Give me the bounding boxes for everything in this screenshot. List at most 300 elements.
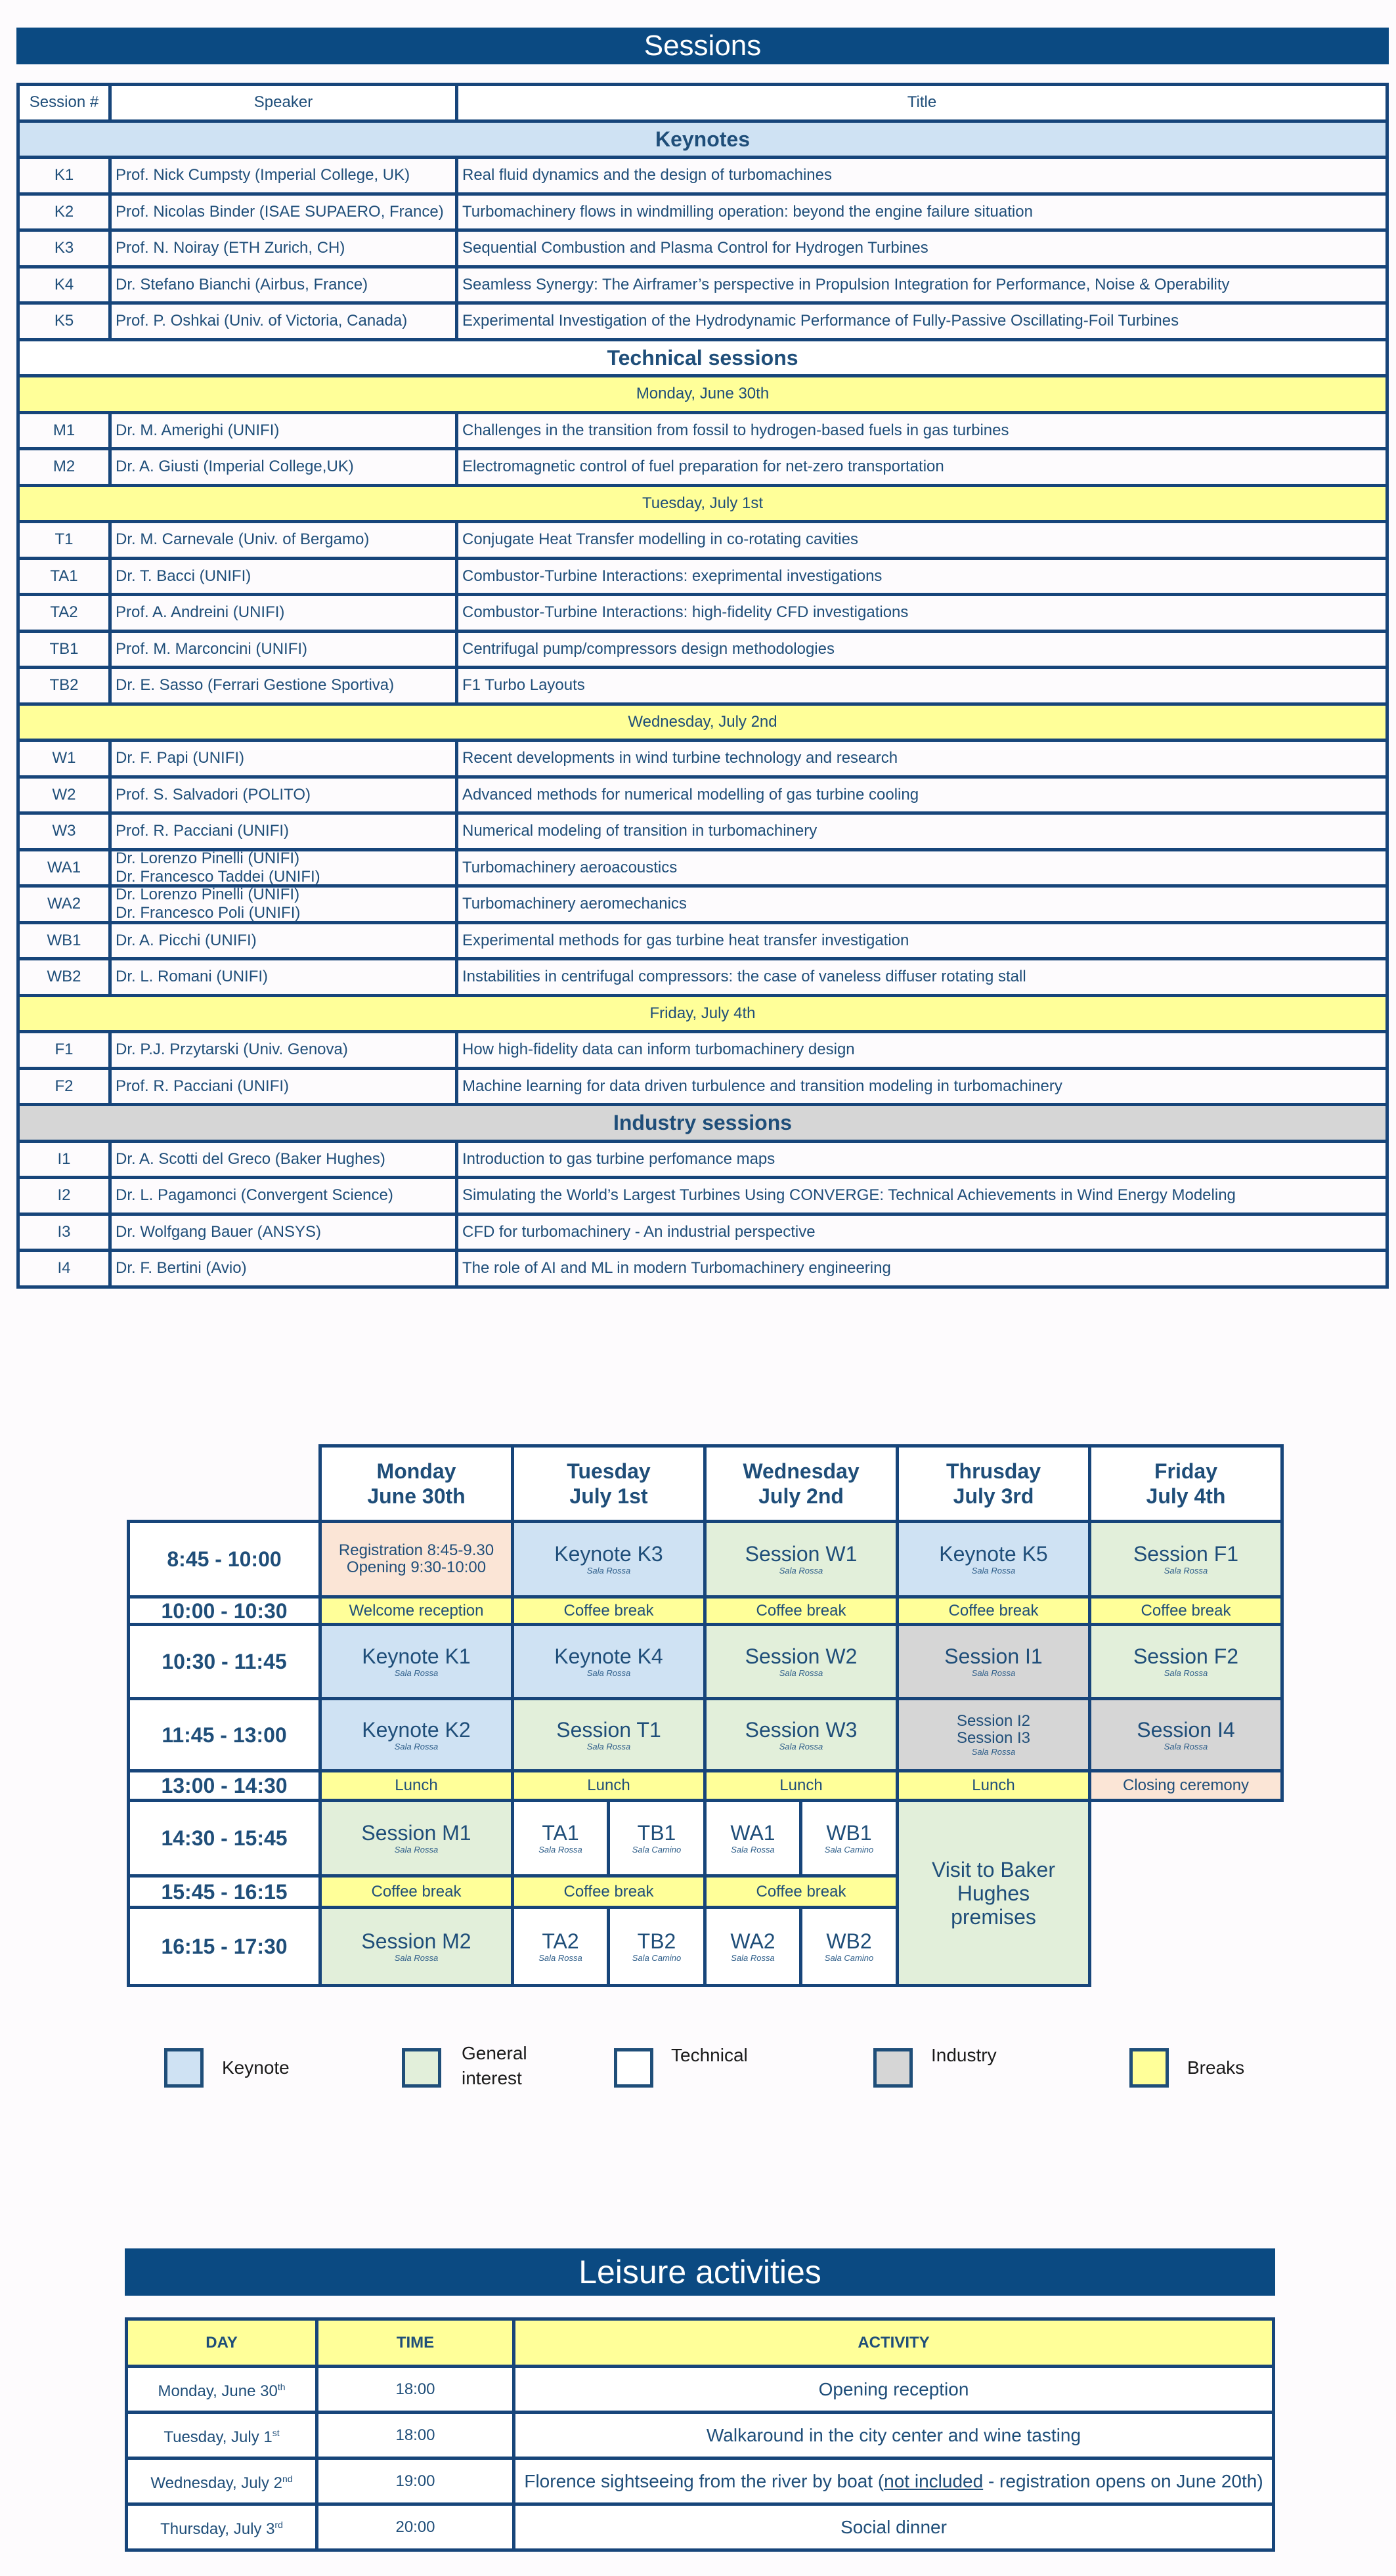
session-w1-text: Session W1 [745,1542,858,1566]
legend-general-label-2: interest [462,2068,522,2088]
speaker-name: Dr. Francesco Poli (UNIFI) [116,904,301,922]
talk-title-cell [455,593,1389,633]
speaker-name: Dr. L. Romani (UNIFI) [116,968,269,986]
room-label: Sala Rossa [731,1845,775,1855]
speaker-name: Dr. Wolfgang Bauer (ANSYS) [116,1222,322,1241]
talk-title-cell [455,520,1389,560]
leisure-day-suffix: st [272,2428,280,2438]
speaker-cell [108,1213,458,1253]
talk-title-cell [455,884,1389,924]
leisure-title: Leisure activities [578,2254,821,2290]
day-heading [16,374,1389,414]
leisure-day [158,2378,285,2401]
time-slot [127,1623,322,1700]
speaker-cell [108,557,458,597]
session-i4-text: Session I4 [1137,1717,1235,1742]
coffee-break-text: Coffee break [371,1882,462,1900]
session-f2 [1088,1623,1284,1700]
session-id-cell [16,884,112,924]
keynote-k3 [511,1520,707,1599]
speaker-cell [108,411,458,451]
leisure-time: 19:00 [395,2472,435,2490]
session-m2-text: Session M2 [361,1929,471,1953]
session-id: TB1 [49,639,79,658]
leisure-activity-pre: Florence sightseeing from the river by boat ( [524,2470,884,2491]
session-id-cell [16,447,112,487]
talk-title-cell [455,557,1389,597]
leisure-day-text: Thursday, July 3 [160,2520,275,2538]
header-title [455,83,1389,123]
speaker-cell [108,192,458,232]
session-id-cell [16,739,112,779]
talk-title-cell [455,265,1389,305]
leisure-activity: Social dinner [840,2516,947,2537]
session-id: M2 [53,458,76,476]
day-header-thrusday [896,1444,1091,1523]
speaker-line [116,868,320,886]
session-id: WA1 [47,858,81,876]
leisure-header-time-label: TIME [396,2333,435,2351]
day-heading-label: Friday, July 4th [649,1004,756,1022]
speaker-name: Prof. P. Oshkai (Univ. of Victoria, Canada) [116,312,408,330]
talk-title-cell [455,192,1389,232]
speaker-name: Dr. Lorenzo Pinelli (UNIFI) [116,849,300,867]
keynotes-heading [16,119,1389,160]
talk-title-cell [455,957,1389,997]
leisure-day [164,2424,279,2447]
technical-heading [16,338,1389,378]
coffee-break [318,1874,514,1909]
session-id: WB1 [47,931,81,949]
session-ta1-text: TA1 [542,1821,579,1845]
speaker-cell [108,1176,458,1216]
leisure-day-cell [125,2365,318,2414]
speaker-name: Prof. Nicolas Binder (ISAE SUPAERO, France) [116,202,444,221]
leisure-time: 20:00 [395,2518,435,2536]
leisure-time-cell [315,2502,515,2552]
speaker-line [116,849,299,868]
session-id-cell [16,1176,112,1216]
room-label: Sala Rossa [731,1953,775,1963]
welcome-reception-text: Welcome reception [349,1601,484,1620]
session-id: F1 [55,1041,74,1059]
session-w3 [703,1697,899,1772]
session-id: I2 [57,1186,71,1205]
speaker-name: Dr. Stefano Bianchi (Airbus, France) [116,275,368,293]
leisure-day [150,2470,292,2493]
room-label: Sala Rossa [1164,1566,1208,1576]
room-label: Sala Rossa [394,1953,439,1963]
talk-title: Seamless Synergy: The Airframer’s perspective in Propulsion Integration for Performance, Noise & Operability [462,275,1230,293]
header-speaker-label: Speaker [253,93,313,112]
talk-title-cell [455,1067,1389,1107]
day-date: July 3rd [953,1484,1034,1508]
talk-title: Combustor-Turbine Interactions: high-fidelity CFD investigations [462,603,909,622]
session-i2-i3 [896,1697,1091,1772]
leisure-time-cell [315,2365,515,2414]
speaker-name: Dr. A. Picchi (UNIFI) [116,931,257,949]
talk-title: Combustor-Turbine Interactions: exeprimental investigations [462,567,883,585]
leisure-activity-post: - registration opens on June 20th) [983,2470,1263,2491]
speaker-cell [108,265,458,305]
session-id: K2 [54,202,74,221]
closing-ceremony [1088,1769,1284,1802]
session-tb2-text: TB2 [637,1929,676,1953]
leisure-time-cell [315,2411,515,2460]
session-i2-i3-text: Session I2 [956,1711,1031,1730]
time-slot [127,1769,322,1802]
speaker-cell [108,1067,458,1107]
room-label: Sala Rossa [538,1953,582,1963]
sessions-title: Sessions [643,30,762,62]
session-id: K4 [54,275,74,293]
talk-title-cell [455,301,1389,341]
talk-title: Introduction to gas turbine perfomance maps [462,1149,775,1168]
session-w1 [703,1520,899,1599]
leisure-activity-cell [512,2365,1275,2414]
coffee-break [511,1595,707,1626]
industry-heading [16,1103,1389,1143]
room-label: Sala Rossa [394,1845,439,1855]
closing-ceremony-text: Closing ceremony [1122,1776,1250,1794]
session-i4 [1088,1697,1284,1772]
keynote-k2-text: Keynote K2 [362,1717,471,1742]
speaker-name: Dr. P.J. Przytarski (Univ. Genova) [116,1041,348,1059]
session-id: W3 [52,822,76,840]
coffee-break-text: Coffee break [756,1601,846,1620]
speaker-name: Dr. M. Carnevale (Univ. of Bergamo) [116,530,370,549]
room-label: Sala Camino [824,1845,874,1855]
leisure-header-activity [512,2317,1275,2368]
session-ta1 [511,1799,610,1878]
legend-technical-label: Technical [671,2045,748,2065]
talk-title-cell [455,848,1389,888]
room-label: Sala Rossa [538,1845,582,1855]
speaker-name: Dr. T. Bacci (UNIFI) [116,567,251,585]
session-wa2 [703,1906,802,1987]
lunch [318,1769,514,1802]
session-m2 [318,1906,514,1987]
speaker-name: Dr. L. Pagamonci (Convergent Science) [116,1186,393,1205]
room-label: Sala Camino [632,1953,682,1963]
header-speaker [108,83,458,123]
leisure-activity-cell [512,2457,1275,2506]
session-id: F2 [55,1077,74,1095]
talk-title: How high-fidelity data can inform turbomachinery design [462,1041,855,1059]
time-slot [127,1520,322,1599]
session-id: M1 [53,421,76,439]
session-wa2-text: WA2 [730,1929,775,1953]
lunch-text: Lunch [779,1776,823,1794]
leisure-activity-not-included: not included [884,2470,984,2491]
time-label: 8:45 - 10:00 [167,1547,282,1571]
talk-title-cell [455,156,1389,196]
visit-baker-hughes [896,1799,1091,1987]
speaker-cell [108,1140,458,1180]
keynote-k4 [511,1623,707,1700]
day-heading-label: Wednesday, July 2nd [628,712,777,731]
speaker-name: Prof. R. Pacciani (UNIFI) [116,822,290,840]
leisure-day-suffix: nd [282,2474,293,2484]
session-w2-text: Session W2 [745,1644,858,1668]
session-t1 [511,1697,707,1772]
speaker-name: Dr. M. Amerighi (UNIFI) [116,421,280,439]
legend-general-swatch [402,2048,441,2088]
session-id-cell [16,1030,112,1070]
leisure-header-activity-label: ACTIVITY [858,2333,930,2351]
keynote-k5-text: Keynote K5 [939,1542,1048,1566]
coffee-break [896,1595,1091,1626]
session-id: WB2 [47,968,81,986]
session-id-cell [16,156,112,196]
day-date: July 4th [1146,1484,1226,1508]
talk-title-cell [455,228,1389,268]
lunch-text: Lunch [395,1776,438,1794]
time-label: 11:45 - 13:00 [162,1723,287,1747]
speaker-name: Prof. A. Andreini (UNIFI) [116,603,285,622]
leisure-header-day-label: DAY [206,2333,238,2351]
leisure-day-text: Wednesday, July 2 [150,2474,282,2492]
session-id: WA2 [47,895,81,913]
session-id: W2 [52,785,76,804]
session-t1-text: Session T1 [556,1717,661,1742]
speaker-cell [108,666,458,706]
day-name: Tuesday [567,1459,651,1483]
session-m1-text: Session M1 [361,1821,471,1845]
room-label: Sala Rossa [394,1741,439,1751]
coffee-break [703,1595,899,1626]
talk-title: Turbomachinery aeromechanics [462,895,687,913]
talk-title-cell [455,775,1389,815]
cell-line [339,1542,494,1559]
talk-title: Experimental methods for gas turbine heat transfer investigation [462,931,909,949]
session-id-cell [16,1249,112,1289]
day-name: Thrusday [946,1459,1041,1483]
speaker-cell [108,921,458,961]
keynotes-heading-label: Keynotes [655,127,751,151]
day-heading [16,994,1389,1034]
session-ta2-text: TA2 [542,1929,579,1953]
lunch-text: Lunch [587,1776,630,1794]
leisure-day-cell [125,2457,318,2506]
coffee-break-text: Coffee break [756,1882,846,1900]
visit-baker-hughes-text: Visit to Baker Hughes premises [932,1857,1055,1929]
talk-title: Simulating the World’s Largest Turbines Using CONVERGE: Technical Achievements in Wind Energy Modeling [462,1186,1236,1205]
session-i1 [896,1623,1091,1700]
coffee-break [511,1874,707,1909]
session-wb2-text: WB2 [826,1929,872,1953]
session-id-cell [16,921,112,961]
session-f2-text: Session F2 [1133,1644,1239,1668]
room-label: Sala Camino [824,1953,874,1963]
room-label: Sala Rossa [779,1741,823,1751]
session-id: TB2 [49,676,79,695]
talk-title-cell [455,1213,1389,1253]
session-id-cell [16,630,112,670]
coffee-break-text: Coffee break [563,1882,654,1900]
day-date: July 2nd [758,1484,844,1508]
day-date: July 1st [569,1484,648,1508]
talk-title: Electromagnetic control of fuel preparation for net-zero transportation [462,458,944,476]
keynote-k1-text: Keynote K1 [362,1644,471,1668]
session-id-cell [16,411,112,451]
talk-title-cell [455,1176,1389,1216]
lunch [511,1769,707,1802]
talk-title: Conjugate Heat Transfer modelling in co-rotating cavities [462,530,858,549]
session-w3-text: Session W3 [745,1717,858,1742]
session-id-cell [16,265,112,305]
registration-cell [318,1520,514,1599]
session-f1 [1088,1520,1284,1599]
talk-title: Advanced methods for numerical modelling of gas turbine cooling [462,785,919,804]
time-label: 15:45 - 16:15 [161,1879,288,1904]
session-id-cell [16,593,112,633]
talk-title-cell [455,921,1389,961]
session-id-cell [16,848,112,888]
session-id: I3 [57,1222,71,1241]
legend-keynote-label: Keynote [222,2057,290,2078]
keynote-k4-text: Keynote K4 [554,1644,663,1668]
talk-title-cell [455,1030,1389,1070]
talk-title-cell [455,739,1389,779]
speaker-name: Prof. N. Noiray (ETH Zurich, CH) [116,239,345,257]
time-label: 10:00 - 10:30 [161,1599,288,1623]
legend-general-label-1: General [462,2043,527,2063]
session-id-cell [16,666,112,706]
day-name: Wednesday [743,1459,860,1483]
speaker-cell [108,228,458,268]
session-id-cell [16,301,112,341]
leisure-day-suffix: th [277,2382,286,2392]
time-slot [127,1595,322,1626]
header-num-label: Session # [29,93,99,112]
session-id-cell [16,520,112,560]
day-heading-label: Tuesday, July 1st [642,494,764,512]
keynote-k2 [318,1697,514,1772]
legend-industry-swatch [873,2048,913,2088]
speaker-cell [108,520,458,560]
sessions-banner [16,28,1389,64]
talk-title-cell [455,630,1389,670]
speaker-name: Dr. A. Giusti (Imperial College,UK) [116,458,354,476]
session-ta2 [511,1906,610,1987]
room-label: Sala Camino [632,1845,682,1855]
session-id-cell [16,775,112,815]
speaker-name: Dr. F. Bertini (Avio) [116,1259,247,1277]
speaker-cell [108,1249,458,1289]
session-id: I1 [57,1149,71,1168]
legend-keynote-swatch [164,2048,204,2088]
keynote-k3-text: Keynote K3 [554,1542,663,1566]
cell-line [957,1713,1030,1730]
session-m1 [318,1799,514,1878]
time-label: 14:30 - 15:45 [161,1826,288,1850]
session-id: TA2 [50,603,78,622]
legend-technical-swatch [614,2048,653,2088]
talk-title: F1 Turbo Layouts [462,676,585,695]
session-id-cell [16,811,112,851]
talk-title: Instabilities in centrifugal compressors: the case of vaneless diffuser rotating stall [462,968,1026,986]
time-label: 13:00 - 14:30 [161,1774,288,1797]
speaker-cell [108,884,458,924]
welcome-reception [318,1595,514,1626]
keynote-k5 [896,1520,1091,1599]
day-heading [16,702,1389,742]
session-id: I4 [57,1259,71,1277]
coffee-break-text: Coffee break [1141,1601,1231,1620]
session-id: T1 [55,530,74,549]
registration-cell-text: Registration 8:45-9.30 [338,1541,494,1559]
day-header-wednesday [703,1444,899,1523]
room-label: Sala Rossa [1164,1741,1208,1751]
session-id-cell [16,557,112,597]
speaker-name: Dr. F. Papi (UNIFI) [116,749,245,767]
leisure-time: 18:00 [395,2380,435,2398]
session-wb1 [799,1799,899,1878]
speaker-name: Dr. E. Sasso (Ferrari Gestione Sportiva) [116,676,395,695]
leisure-activity-cell [512,2502,1275,2552]
cell-line [957,1730,1030,1747]
talk-title: Centrifugal pump/compressors design methodologies [462,639,835,658]
leisure-day-cell [125,2502,318,2552]
coffee-break-text: Coffee break [948,1601,1039,1620]
industry-heading-label: Industry sessions [613,1111,793,1135]
speaker-line [116,886,299,904]
session-id-cell [16,1067,112,1107]
talk-title-cell [455,666,1389,706]
talk-title: Machine learning for data driven turbulence and transition modeling in turbomachinery [462,1077,1062,1095]
leisure-activity-cell [512,2411,1275,2460]
room-label: Sala Rossa [586,1668,631,1678]
room-label: Sala Rossa [586,1741,631,1751]
talk-title: Recent developments in wind turbine technology and research [462,749,898,767]
talk-title: Real fluid dynamics and the design of turbomachines [462,166,832,184]
lunch-text: Lunch [972,1776,1015,1794]
session-id-cell [16,1140,112,1180]
lunch [703,1769,899,1802]
leisure-activity: Walkaround in the city center and wine tasting [706,2424,1081,2445]
speaker-cell [108,630,458,670]
registration-cell-text: Opening 9:30-10:00 [346,1558,487,1576]
header-title-label: Title [907,93,937,112]
talk-title: CFD for turbomachinery - An industrial perspective [462,1222,816,1241]
time-slot [127,1697,322,1772]
time-label: 16:15 - 17:30 [161,1935,288,1958]
coffee-break-text: Coffee break [563,1601,654,1620]
speaker-cell [108,848,458,888]
room-label: Sala Rossa [971,1668,1016,1678]
talk-title: Challenges in the transition from fossil to hydrogen-based fuels in gas turbines [462,421,1009,439]
legend-industry-label: Industry [931,2045,997,2065]
session-wb2 [799,1906,899,1987]
leisure-banner [125,2248,1275,2296]
session-id-cell [16,228,112,268]
speaker-cell [108,447,458,487]
speaker-name: Prof. R. Pacciani (UNIFI) [116,1077,290,1095]
speaker-cell [108,811,458,851]
day-date: June 30th [367,1484,466,1508]
leisure-day-cell [125,2411,318,2460]
time-slot [127,1874,322,1909]
session-id: K5 [54,312,74,330]
talk-title-cell [455,1249,1389,1289]
time-label: 10:30 - 11:45 [162,1650,287,1673]
day-header-tuesday [511,1444,707,1523]
session-id: W1 [52,749,76,767]
talk-title: Numerical modeling of transition in turbomachinery [462,822,818,840]
speaker-name: Dr. Lorenzo Pinelli (UNIFI) [116,886,300,904]
room-label: Sala Rossa [779,1668,823,1678]
